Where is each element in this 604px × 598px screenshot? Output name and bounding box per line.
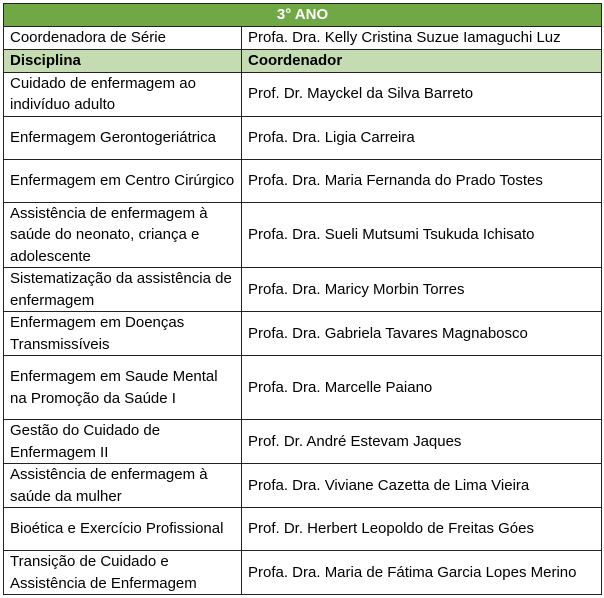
- header-row: [4, 50, 602, 73]
- coordinators-table: [3, 3, 602, 595]
- coordenador-cell: Profa. Dra. Gabriela Tavares Magnabosco: [242, 312, 602, 356]
- table-row: [4, 268, 602, 312]
- table-row: [4, 72, 602, 116]
- table-row: [4, 508, 602, 551]
- coordenador-cell: Prof. Dr. André Estevam Jaques: [242, 420, 602, 464]
- table-row: [4, 420, 602, 464]
- coordenador-cell: Profa. Dra. Ligia Carreira: [242, 116, 602, 159]
- coordenador-cell: Profa. Dra. Maria Fernanda do Prado Tostes: [242, 159, 602, 202]
- disciplina-cell: Assistência de enfermagem à saúde do neonato, criança e adolescente: [4, 202, 242, 268]
- disciplina-cell: Enfermagem em Doenças Transmissíveis: [4, 312, 242, 356]
- coordenador-cell: Profa. Dra. Sueli Mutsumi Tsukuda Ichisato: [242, 202, 602, 268]
- coordenador-cell: Profa. Dra. Maria de Fátima Garcia Lopes Merino: [242, 551, 602, 595]
- table-row: [4, 464, 602, 508]
- coordenador-cell: Profa. Dra. Maricy Morbin Torres: [242, 268, 602, 312]
- table-row: [4, 159, 602, 202]
- coordenador-cell: Prof. Dr. Mayckel da Silva Barreto: [242, 72, 602, 116]
- table-row: [4, 312, 602, 356]
- serie-coordinator-name: Profa. Dra. Kelly Cristina Suzue Iamaguchi Luz: [242, 27, 602, 50]
- table-row: [4, 356, 602, 420]
- table-row: [4, 551, 602, 595]
- disciplina-cell: Enfermagem em Saude Mental na Promoção da Saúde I: [4, 356, 242, 420]
- disciplina-cell: Bioética e Exercício Profissional: [4, 508, 242, 551]
- disciplina-cell: Assistência de enfermagem à saúde da mulher: [4, 464, 242, 508]
- table-row: [4, 116, 602, 159]
- header-coordenador: Coordenador: [242, 50, 602, 73]
- coordenador-cell: Profa. Dra. Viviane Cazetta de Lima Vieira: [242, 464, 602, 508]
- table-title: 3° ANO: [4, 4, 602, 27]
- table-row: [4, 202, 602, 268]
- serie-coordinator-row: [4, 27, 602, 50]
- coordenador-cell: Prof. Dr. Herbert Leopoldo de Freitas Góes: [242, 508, 602, 551]
- disciplina-cell: Gestão do Cuidado de Enfermagem II: [4, 420, 242, 464]
- serie-coordinator-label: Coordenadora de Série: [4, 27, 242, 50]
- disciplina-cell: Enfermagem em Centro Cirúrgico: [4, 159, 242, 202]
- header-disciplina: Disciplina: [4, 50, 242, 73]
- title-row: [4, 4, 602, 27]
- disciplina-cell: Cuidado de enfermagem ao indivíduo adulto: [4, 72, 242, 116]
- coordenador-cell: Profa. Dra. Marcelle Paiano: [242, 356, 602, 420]
- disciplina-cell: Transição de Cuidado e Assistência de Enfermagem: [4, 551, 242, 595]
- disciplina-cell: Sistematização da assistência de enfermagem: [4, 268, 242, 312]
- disciplina-cell: Enfermagem Gerontogeriátrica: [4, 116, 242, 159]
